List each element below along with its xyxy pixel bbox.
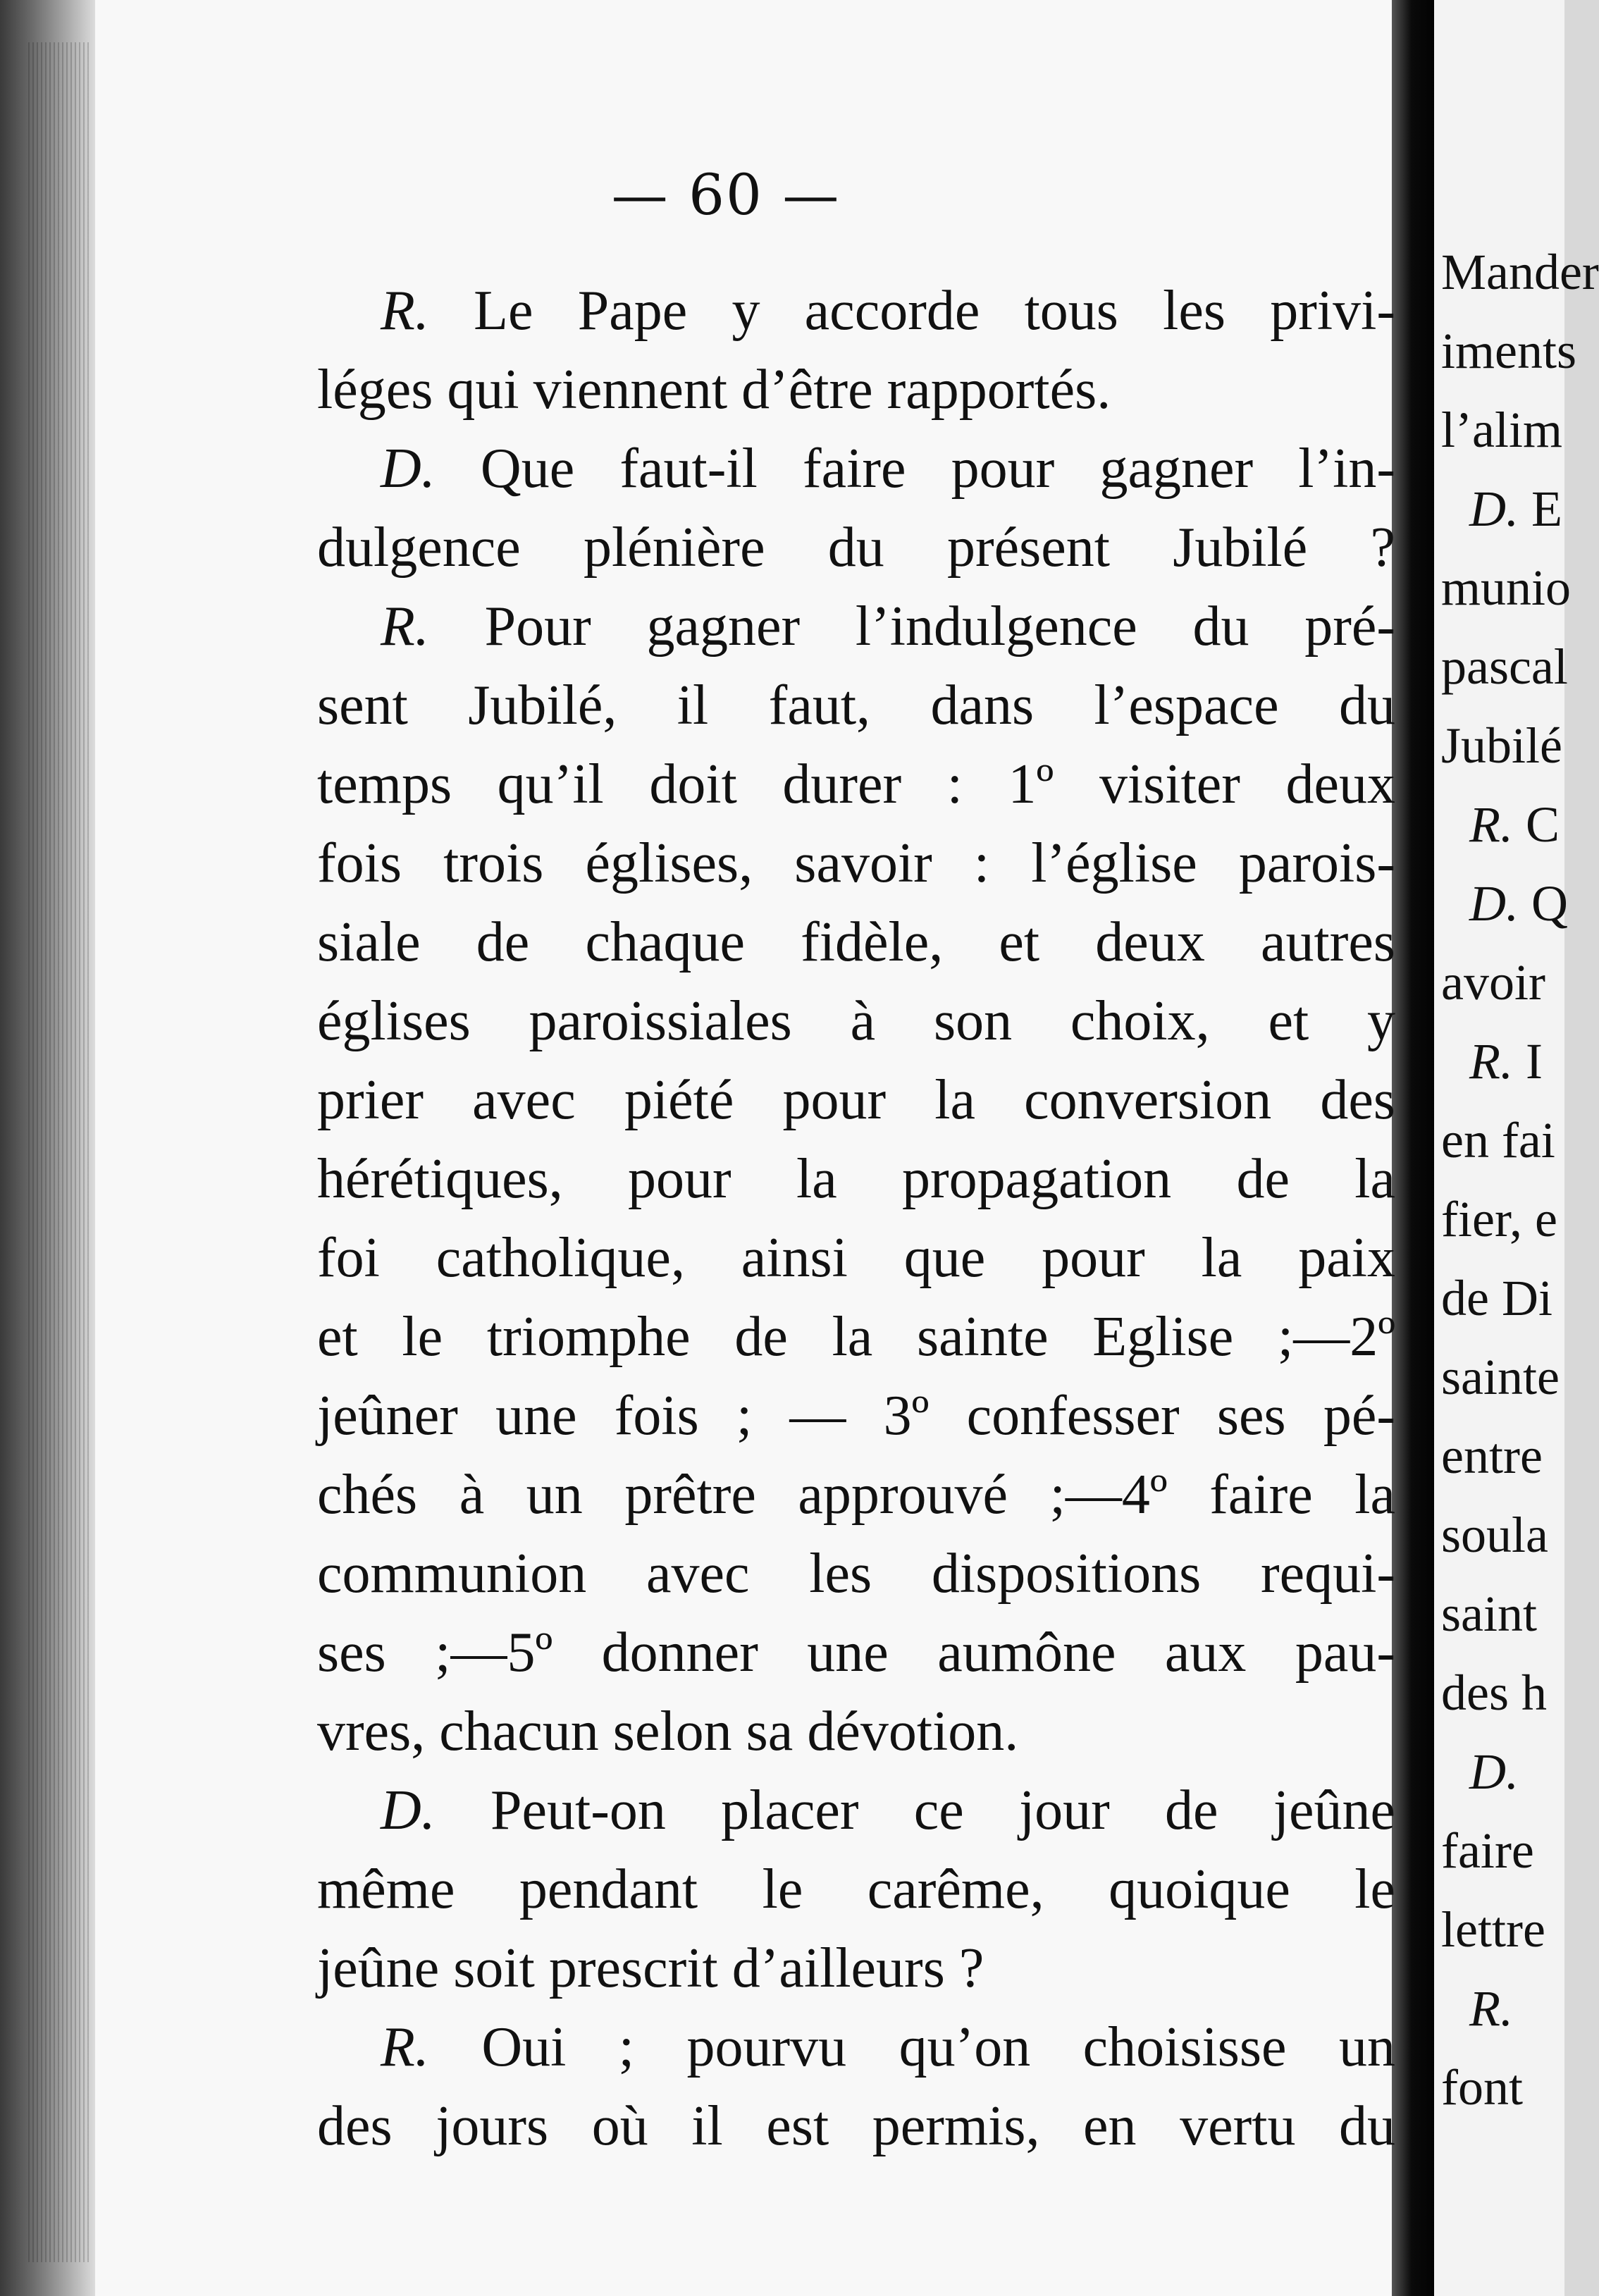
line-text: léges qui viennent d’être rapportés. xyxy=(317,359,1111,421)
line-text: munio xyxy=(1441,560,1572,616)
text-line xyxy=(317,1692,1395,1771)
line-text: fier, e xyxy=(1441,1191,1557,1247)
line-text: lettre xyxy=(1441,1901,1545,1958)
speaker-marker: D. xyxy=(381,438,436,500)
facing-text-line xyxy=(1441,469,1582,548)
facing-text-line xyxy=(1441,1180,1582,1259)
line-text: jeûne soit prescrit d’ailleurs ? xyxy=(317,1937,984,1999)
line-text: entre xyxy=(1441,1428,1543,1484)
facing-text-line xyxy=(1441,311,1582,390)
line-text: communion avec les dispositions requi- xyxy=(317,1543,1395,1605)
text-line xyxy=(317,350,1395,429)
line-text: sent Jubilé, il faut, dans l’espace du xyxy=(317,674,1395,736)
facing-text-line xyxy=(1441,1338,1582,1417)
line-text: même pendant le carême, quoique le xyxy=(317,1858,1395,1920)
line-text: iments xyxy=(1441,323,1576,379)
line-text: chés à un prêtre approuvé ;—4º faire la xyxy=(317,1464,1395,1526)
line-text: Le Pape y accorde tous les privi- xyxy=(428,280,1395,342)
text-line xyxy=(317,666,1395,745)
text-line xyxy=(317,1771,1395,1850)
line-text: font xyxy=(1441,2059,1523,2116)
facing-text-line xyxy=(1441,943,1582,1022)
line-text: de Di xyxy=(1441,1270,1552,1326)
facing-text-line xyxy=(1441,390,1582,469)
speaker-marker: R. xyxy=(1469,1980,1513,2037)
page-number: — 60 — xyxy=(611,162,841,228)
facing-text-line xyxy=(1441,864,1582,943)
line-text: vres, chacun selon sa dévotion. xyxy=(317,1701,1019,1763)
text-line xyxy=(317,1455,1395,1534)
facing-page-text xyxy=(1441,233,1599,2127)
facing-text-line xyxy=(1441,1574,1582,1653)
text-line xyxy=(317,1297,1395,1376)
line-text: fois trois églises, savoir : l’église parois- xyxy=(317,832,1395,894)
line-text: en fai xyxy=(1441,1112,1555,1168)
text-line xyxy=(317,1061,1395,1140)
facing-text-line xyxy=(1441,1653,1582,1732)
text-line xyxy=(317,2008,1395,2087)
facing-text-line xyxy=(1441,548,1582,627)
line-text: ses ;—5º donner une aumône aux pau- xyxy=(317,1622,1395,1684)
speaker-marker: R. xyxy=(381,2016,429,2078)
facing-text-line xyxy=(1441,1101,1582,1180)
text-line xyxy=(317,903,1395,982)
line-text: Pour gagner l’indulgence du pré- xyxy=(428,595,1395,658)
line-text: E xyxy=(1519,481,1562,537)
line-text: temps qu’il doit durer : 1º visiter deux xyxy=(317,753,1395,815)
text-line xyxy=(317,1376,1395,1455)
page-edges xyxy=(28,42,92,2262)
speaker-marker: D. xyxy=(381,1779,436,1841)
line-text: Jubilé xyxy=(1441,717,1562,774)
line-text: Oui ; pourvu qu’on choisisse un xyxy=(428,2016,1395,2078)
text-line xyxy=(317,587,1395,666)
facing-text-line xyxy=(1441,1890,1582,1969)
speaker-marker: R. xyxy=(1469,1033,1513,1090)
line-text: églises paroissiales à son choix, et y xyxy=(317,990,1395,1052)
line-text: Q xyxy=(1519,875,1568,932)
line-text: prier avec piété pour la conversion des xyxy=(317,1069,1395,1131)
speaker-marker: R. xyxy=(381,280,429,342)
facing-text-line xyxy=(1441,1417,1582,1495)
text-line xyxy=(317,1218,1395,1297)
text-line xyxy=(317,1850,1395,1929)
line-text: sainte xyxy=(1441,1349,1560,1405)
line-text: hérétiques, pour la propagation de la xyxy=(317,1148,1395,1210)
facing-text-line xyxy=(1441,1259,1582,1338)
line-text: des h xyxy=(1441,1665,1547,1721)
facing-text-line xyxy=(1441,706,1582,785)
facing-text-line xyxy=(1441,1495,1582,1574)
facing-text-line xyxy=(1441,785,1582,864)
page-body-text xyxy=(317,271,1395,2166)
text-line xyxy=(317,1534,1395,1613)
facing-text-line xyxy=(1441,1022,1582,1101)
facing-text-line xyxy=(1441,2048,1582,2127)
text-line xyxy=(317,745,1395,824)
line-text: C xyxy=(1512,796,1560,853)
line-text: dulgence plénière du présent Jubilé ? xyxy=(317,517,1395,579)
line-text: siale de chaque fidèle, et deux autres xyxy=(317,911,1395,973)
text-line xyxy=(317,1613,1395,1692)
facing-text-line xyxy=(1441,233,1599,311)
line-text: pascal xyxy=(1441,638,1568,695)
line-text: l’alim xyxy=(1441,402,1562,458)
text-line xyxy=(317,1929,1395,2008)
speaker-marker: R. xyxy=(381,595,429,658)
text-line xyxy=(317,824,1395,903)
line-text: saint xyxy=(1441,1586,1537,1642)
speaker-marker: D. xyxy=(1469,875,1519,932)
line-text: Peut-on placer ce jour de jeûne xyxy=(435,1779,1395,1841)
text-line xyxy=(317,271,1395,350)
line-text: foi catholique, ainsi que pour la paix xyxy=(317,1227,1395,1289)
text-line xyxy=(317,982,1395,1061)
line-text: faire xyxy=(1441,1822,1534,1879)
line-text: des jours où il est permis, en vertu du xyxy=(317,2095,1395,2157)
speaker-marker: D. xyxy=(1469,481,1519,537)
line-text: Que faut-il faire pour gagner l’in- xyxy=(435,438,1395,500)
line-text: I xyxy=(1512,1033,1543,1090)
text-line xyxy=(317,508,1395,587)
line-text: avoir xyxy=(1441,954,1545,1011)
facing-text-line xyxy=(1441,1969,1582,2048)
text-line xyxy=(317,429,1395,508)
facing-text-line xyxy=(1441,627,1582,706)
line-text: et le triomphe de la sainte Eglise ;—2º xyxy=(317,1306,1395,1368)
facing-text-line xyxy=(1441,1811,1582,1890)
speaker-marker: D. xyxy=(1469,1743,1519,1800)
facing-text-line xyxy=(1441,1732,1582,1811)
speaker-marker: R. xyxy=(1469,796,1513,853)
text-line xyxy=(317,1140,1395,1218)
line-text: jeûner une fois ; — 3º confesser ses pé- xyxy=(317,1385,1395,1447)
line-text: Mander xyxy=(1441,244,1599,300)
line-text: soula xyxy=(1441,1507,1548,1563)
text-line xyxy=(317,2087,1395,2166)
